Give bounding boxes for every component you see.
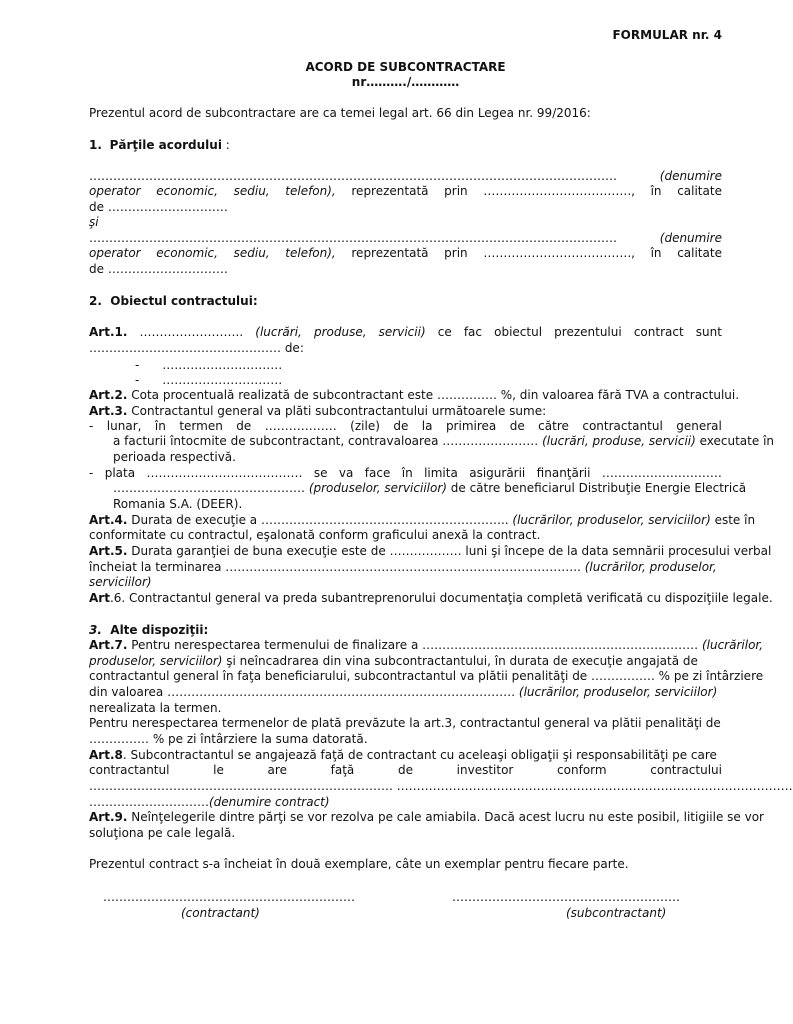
- text-fragment: termen: [179, 419, 223, 433]
- text-fragment: Durata de execuţie a ……………………………………………………..: [127, 513, 509, 527]
- text-fragment: 2.: [89, 294, 102, 308]
- text-fragment: faţă: [330, 763, 355, 777]
- text-fragment: sediu,: [233, 184, 270, 198]
- art-3-bullet-1-line-3: perioada respectivă.: [113, 450, 236, 464]
- text-fragment: în: [650, 184, 662, 198]
- text-fragment: plata: [104, 466, 136, 480]
- text-fragment: de: [236, 419, 252, 433]
- art-8-line-3: …………………………………………………………………. ………………………………………………………………………………………: [89, 779, 793, 793]
- subcontractant-label: (subcontractant): [566, 906, 667, 920]
- text-fragment: -: [89, 419, 94, 433]
- text-fragment: produse,: [313, 325, 367, 339]
- text-fragment: .6: [109, 591, 122, 605]
- text-fragment: la: [421, 419, 433, 433]
- art-8-line-4: [89, 795, 722, 810]
- party-2-line-1: …………………………………………………………………………………………………………………… (denumire: [89, 231, 722, 245]
- text-fragment: obiectul: [494, 325, 543, 339]
- closing-paragraph: Prezentul contract s-a încheiat în două exemplare, câte un exemplar pentru fiecare parte.: [89, 857, 629, 871]
- text-fragment: Neînţelegerile dintre părţi se vor rezolva pe cale amiabila. Dacă acest lucru nu este posibil, litigiile se vor: [127, 810, 764, 824]
- text-fragment: finanţării: [536, 466, 591, 480]
- party-2-line-3: de …………………………: [89, 262, 228, 276]
- text-fragment: operator: [89, 184, 141, 198]
- text-fragment: …………………………………: [146, 466, 303, 480]
- text-fragment: ……………………………….,: [483, 246, 635, 260]
- text-fragment: ……………………………….,: [483, 184, 635, 198]
- art-7-line-5: nerealizata la termen.: [89, 701, 222, 715]
- art-8-line-2: [89, 763, 722, 778]
- party-1-line-1: …………………………………………………………………………………………………………………… (denumire: [89, 169, 722, 183]
- text-fragment: prezentului: [554, 325, 622, 339]
- text-fragment: . Subcontractantul se angajează faţă de contractant cu aceleaşi obligaţii şi responsabilităţi pe care: [122, 748, 717, 762]
- text-fragment: în: [401, 466, 413, 480]
- text-fragment: Art.5.: [89, 544, 128, 558]
- text-fragment: ce: [437, 325, 452, 339]
- text-fragment: (lucrărilor,: [698, 638, 764, 652]
- text-fragment: (zile): [350, 419, 380, 433]
- text-fragment: . Contractantul general va preda subantreprenorului documentaţia completă verificată cu dispoziţiile legale.: [121, 591, 773, 605]
- art-3-bullet-2-line-3: Romania S.A. (DEER).: [113, 497, 243, 511]
- text-fragment: (denumire contract): [209, 795, 330, 809]
- text-fragment: contractantul: [89, 763, 170, 777]
- text-fragment: …………………………: [162, 358, 283, 372]
- party-conjunction: şi: [89, 215, 99, 229]
- contractant-label: (contractant): [181, 906, 260, 920]
- text-fragment: asigurării: [469, 466, 526, 480]
- text-fragment: …………………………………………: [113, 481, 305, 495]
- section-1-heading: 1. Părţile acordului :: [89, 138, 230, 152]
- contractant-signature-line: ………………………………………………………: [103, 890, 355, 904]
- art-1-item-1: - …………………………: [135, 358, 283, 372]
- text-fragment: Art.8: [89, 748, 123, 762]
- text-fragment: economic,: [156, 246, 218, 260]
- form-number: FORMULAR nr. 4: [612, 28, 722, 42]
- text-fragment: către: [538, 419, 569, 433]
- text-fragment: are: [267, 763, 287, 777]
- text-fragment: le: [213, 763, 224, 777]
- text-fragment: Art.9.: [89, 810, 128, 824]
- art-9-line-2: soluţiona pe cale legală.: [89, 826, 236, 840]
- text-fragment: Art.3.: [89, 404, 128, 418]
- art-5-line-2: [89, 560, 722, 575]
- text-fragment: Cota procentuală realizată de subcontractant este …………… %, din valoarea fără TVA a contractului.: [127, 388, 740, 402]
- text-fragment: (lucrărilor, produselor, serviciilor): [515, 685, 718, 699]
- art-7-line-4: [89, 685, 722, 700]
- text-fragment: (lucrărilor, produselor, serviciilor): [508, 513, 711, 527]
- text-fragment: calitate: [677, 246, 722, 260]
- text-fragment: general: [676, 419, 722, 433]
- party-1-line-2: [89, 184, 722, 199]
- text-fragment: investitor: [456, 763, 514, 777]
- section-3-heading: [89, 623, 722, 638]
- document-title-number: nr………./…………: [351, 75, 460, 89]
- text-fragment: reprezentată: [351, 184, 429, 198]
- text-fragment: de: [397, 763, 413, 777]
- art-3-bullet-1-line-1: [89, 419, 722, 434]
- text-fragment: contractului: [650, 763, 722, 777]
- text-fragment: (produselor, serviciilor): [305, 481, 447, 495]
- text-fragment: (lucrărilor, produselor,: [580, 560, 717, 574]
- art-2: [89, 388, 740, 403]
- text-fragment: de: [393, 419, 409, 433]
- text-fragment: contract: [633, 325, 684, 339]
- art-7-line-6: Pentru nerespectarea termenelor de plată prevăzute la art.3, contractantul general va plătii penalităţi de: [89, 716, 721, 730]
- text-fragment: şi neîncadrarea din vina subcontractantului, în durata de execuţie angajată de: [222, 654, 698, 668]
- text-fragment: în: [154, 419, 166, 433]
- text-fragment: Pentru nerespectarea termenului de finalizare a ……………………………………………………………: [127, 638, 699, 652]
- text-fragment: prin: [444, 184, 468, 198]
- party-2-line-2: [89, 246, 722, 261]
- text-fragment: Art: [89, 591, 110, 605]
- text-fragment: va: [338, 466, 354, 480]
- text-fragment: Art.7.: [89, 638, 128, 652]
- text-fragment: Durata garanţiei de buna execuţie este de ……………… luni şi începe de la data semnării procesului verbal: [127, 544, 772, 558]
- text-fragment: încheiat la terminarea ……………………………………………………………………………..: [89, 560, 581, 574]
- text-fragment: telefon),: [285, 246, 336, 260]
- text-fragment: contractantul: [582, 419, 663, 433]
- art-7-line-1: [89, 638, 764, 653]
- art-3-intro: [89, 404, 722, 419]
- text-fragment: (lucrări,: [255, 325, 302, 339]
- art-4-line-2: conformitate cu contractul, eşalonată conform graficului anexă la contract.: [89, 528, 541, 542]
- art-7-line-7: …………… % pe zi întârziere la suma datorată.: [89, 732, 368, 746]
- text-fragment: limita: [424, 466, 458, 480]
- text-fragment: de către beneficiarul Distribuţie Energie Electrică: [446, 481, 747, 495]
- text-fragment: Art.4.: [89, 513, 128, 527]
- text-fragment: executate în: [695, 434, 775, 448]
- subcontractant-signature-line: …………………………………………………: [452, 890, 680, 904]
- text-fragment: a facturii întocmite de subcontractant, contravaloarea ……………………: [113, 434, 539, 448]
- art-1-line-2: ………………………………………… de:: [89, 341, 304, 355]
- text-fragment: fac: [463, 325, 483, 339]
- art-5-line-1: [89, 544, 772, 559]
- section-2-heading: [89, 294, 722, 309]
- text-fragment: Alte dispoziţii:: [110, 623, 209, 637]
- text-fragment: lunar,: [106, 419, 142, 433]
- text-fragment: face: [364, 466, 391, 480]
- art-3-bullet-1-line-2: [89, 434, 775, 449]
- art-1-line-1: [89, 325, 722, 340]
- text-fragment: ……………………..: [139, 325, 244, 339]
- art-7-line-2: [89, 654, 722, 669]
- text-fragment: Obiectul contractului:: [110, 294, 258, 308]
- art-6: [89, 591, 773, 606]
- art-3-bullet-2-line-1: [89, 466, 722, 481]
- text-fragment: servicii): [378, 325, 426, 339]
- art-7-line-3: contractantul general în faţa beneficiarului, subcontractantul va plătii penalităţi de ……………. % pe zi întârziere: [89, 669, 764, 683]
- text-fragment: ………………: [264, 419, 337, 433]
- text-fragment: produselor, serviciilor): [89, 654, 223, 668]
- text-fragment: sediu,: [233, 246, 270, 260]
- party-1-line-3: de …………………………: [89, 200, 228, 214]
- text-fragment: din valoarea ……………………………………………………………………………: [89, 685, 516, 699]
- text-fragment: calitate: [677, 184, 722, 198]
- text-fragment: …………………………: [162, 373, 283, 387]
- art-3-bullet-2-line-2: [89, 481, 747, 496]
- text-fragment: conform: [557, 763, 607, 777]
- art-8-line-1: [89, 748, 722, 763]
- text-fragment: în: [650, 246, 662, 260]
- text-fragment: economic,: [156, 184, 218, 198]
- text-fragment: reprezentată: [351, 246, 429, 260]
- text-fragment: (lucrări, produse, servicii): [538, 434, 696, 448]
- text-fragment: primirea: [445, 419, 497, 433]
- text-fragment: operator: [89, 246, 141, 260]
- art-1-item-2: - …………………………: [135, 373, 283, 387]
- text-fragment: 3.: [89, 623, 102, 637]
- text-fragment: sunt: [695, 325, 722, 339]
- text-fragment: Art.1.: [89, 325, 128, 339]
- text-fragment: Art.2.: [89, 388, 128, 402]
- text-fragment: de: [509, 419, 525, 433]
- text-fragment: telefon),: [285, 184, 336, 198]
- intro-paragraph: Prezentul acord de subcontractare are ca temei legal art. 66 din Legea nr. 99/2016:: [89, 106, 591, 120]
- document-title: ACORD DE SUBCONTRACTARE: [305, 60, 506, 74]
- text-fragment: este în: [710, 513, 756, 527]
- art-4-line-1: [89, 513, 756, 528]
- text-fragment: …………………………: [601, 466, 722, 480]
- text-fragment: se: [313, 466, 328, 480]
- text-fragment: prin: [444, 246, 468, 260]
- text-fragment: …………………………: [89, 795, 209, 809]
- text-fragment: -: [89, 466, 94, 480]
- text-fragment: Contractantul general va plăti subcontractantului următoarele sume:: [127, 404, 547, 418]
- art-9-line-1: [89, 810, 764, 825]
- art-5-line-3: serviciilor): [89, 575, 152, 589]
